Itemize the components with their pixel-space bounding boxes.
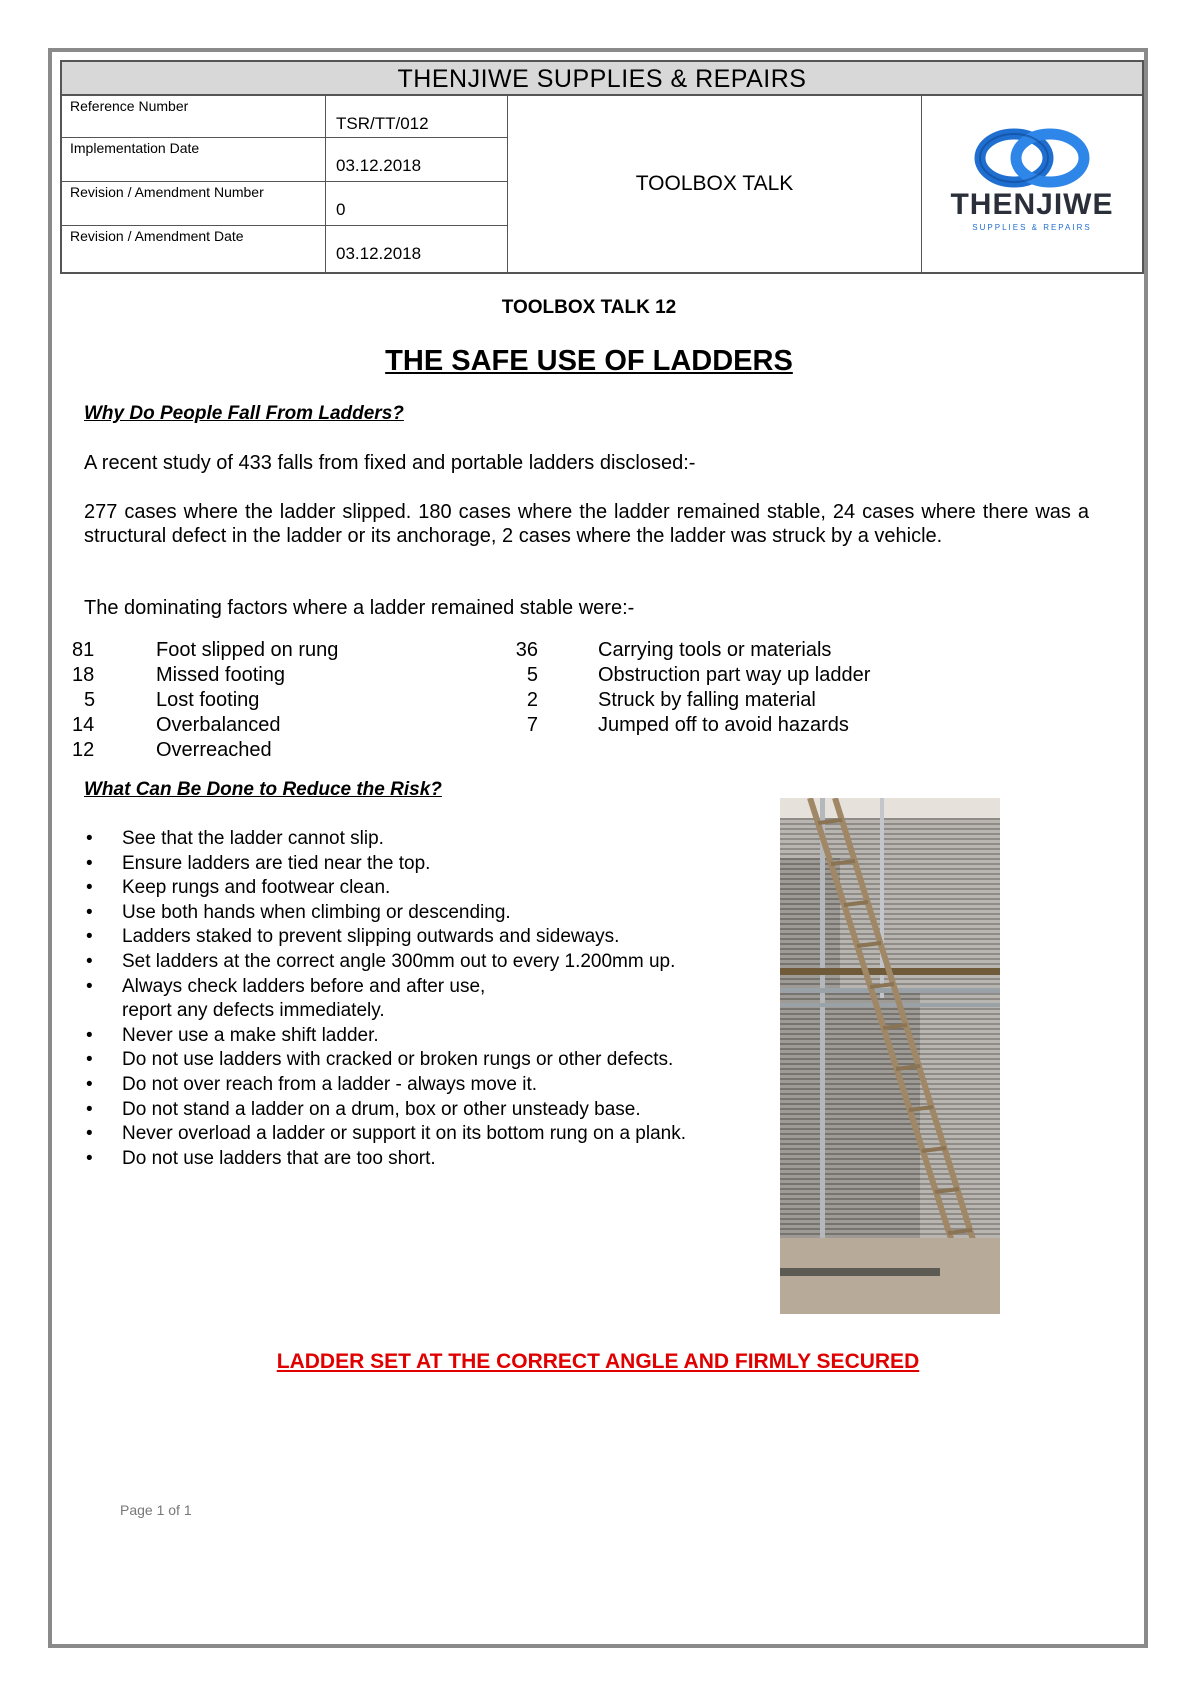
company-logo <box>922 96 1142 272</box>
factor-count: 81 <box>72 639 95 661</box>
bullet-text: Always check ladders before and after use, <box>122 975 486 997</box>
reference-number-value: TSR/TT/012 <box>326 96 508 138</box>
factor-count: 18 <box>72 664 95 686</box>
svg-text:SUPPLIES & REPAIRS: SUPPLIES & REPAIRS <box>972 223 1092 232</box>
implementation-date-value: 03.12.2018 <box>326 138 508 182</box>
talk-title: THE SAFE USE OF LADDERS <box>385 345 793 377</box>
factors-intro: The dominating factors where a ladder remained stable were:- <box>84 597 635 619</box>
factor-row <box>72 738 1084 763</box>
factor-row <box>72 663 1084 688</box>
bullet-text: Do not use ladders that are too short. <box>122 1147 436 1169</box>
revision-date-label: Revision / Amendment Date <box>62 226 326 272</box>
list-item <box>84 827 844 852</box>
ladder-photo <box>780 798 1000 1314</box>
factor-description: Jumped off to avoid hazards <box>598 714 849 736</box>
bullet-icon: • <box>86 1049 93 1071</box>
factor-description: Foot slipped on rung <box>156 639 339 661</box>
bullet-icon: • <box>86 950 93 972</box>
bullet-text: Do not over reach from a ladder - always move it. <box>122 1073 538 1095</box>
list-item <box>84 852 844 877</box>
section-heading-reduce-risk: What Can Be Done to Reduce the Risk? <box>84 779 442 800</box>
bullet-icon: • <box>86 1123 93 1145</box>
svg-text:THENJIWE: THENJIWE <box>950 188 1114 221</box>
factors-list <box>72 638 1084 763</box>
bullet-text: Keep rungs and footwear clean. <box>122 877 391 899</box>
list-item <box>84 901 844 926</box>
factor-description: Struck by falling material <box>598 689 816 711</box>
bullet-text: Do not stand a ladder on a drum, box or other unsteady base. <box>122 1098 641 1120</box>
bullet-icon: • <box>86 1098 93 1120</box>
page-number: Page 1 of 1 <box>120 1502 192 1518</box>
list-item <box>84 925 844 950</box>
bullet-icon: • <box>86 1147 93 1169</box>
bullet-text: Use both hands when climbing or descending. <box>122 901 511 923</box>
study-intro: A recent study of 433 falls from fixed and portable ladders disclosed:- <box>84 452 696 474</box>
list-item <box>84 950 844 975</box>
bullet-text: Ladders staked to prevent slipping outwards and sideways. <box>122 926 620 948</box>
list-item <box>84 1147 844 1172</box>
factor-row <box>72 713 1084 738</box>
bullet-text: Never use a make shift ladder. <box>122 1024 379 1046</box>
logo-icon <box>922 96 1142 272</box>
factor-count: 2 <box>526 689 538 711</box>
bullet-icon: • <box>86 852 93 874</box>
list-item <box>84 1073 844 1098</box>
factor-description: Overbalanced <box>156 714 281 736</box>
list-item <box>84 1024 844 1049</box>
bullet-text: Ensure ladders are tied near the top. <box>122 852 431 874</box>
talk-number: TOOLBOX TALK 12 <box>501 297 677 318</box>
photo-caption: LADDER SET AT THE CORRECT ANGLE AND FIRMLY SECURED <box>276 1350 920 1373</box>
bullet-icon: • <box>86 1073 93 1095</box>
list-item <box>84 876 844 901</box>
implementation-date-label: Implementation Date <box>62 138 326 182</box>
factor-description: Overreached <box>156 739 272 761</box>
document-type: TOOLBOX TALK <box>508 96 922 272</box>
bullet-text: Do not use ladders with cracked or broken rungs or other defects. <box>122 1049 674 1071</box>
bullet-text: Set ladders at the correct angle 300mm out to every 1.200mm up. <box>122 950 676 972</box>
list-item <box>84 1098 844 1123</box>
list-item <box>84 1122 844 1147</box>
company-title: THENJIWE SUPPLIES & REPAIRS <box>62 62 1142 96</box>
factor-count: 5 <box>84 689 96 711</box>
document-page <box>48 48 1148 1648</box>
bullet-text: See that the ladder cannot slip. <box>122 828 384 849</box>
factor-description: Missed footing <box>156 664 285 686</box>
section-heading-why-fall: Why Do People Fall From Ladders? <box>84 403 404 424</box>
bullet-icon: • <box>86 877 93 899</box>
bullet-icon: • <box>86 975 93 997</box>
header-table <box>60 60 1144 274</box>
bullet-text: report any defects immediately. <box>122 1000 385 1022</box>
factor-count: 7 <box>526 714 538 736</box>
bullet-icon: • <box>86 901 93 923</box>
safety-bullet-list <box>84 827 844 1171</box>
revision-number-label: Revision / Amendment Number <box>62 182 326 226</box>
factor-count: 36 <box>515 639 538 661</box>
list-item <box>84 999 844 1024</box>
revision-date-value: 03.12.2018 <box>326 226 508 272</box>
factor-count: 12 <box>72 739 95 761</box>
study-results: 277 cases where the ladder slipped. 180 cases where the ladder remained stable, 24 cases where there was a structural defect in the ladder or its anchorage, 2 cases where the ladder was struck by a vehicle. <box>84 501 1089 547</box>
bullet-icon: • <box>86 828 93 849</box>
factor-count: 14 <box>72 714 95 736</box>
list-item <box>84 1048 844 1073</box>
bullet-text: Never overload a ladder or support it on its bottom rung on a plank. <box>122 1123 686 1145</box>
revision-number-value: 0 <box>326 182 508 226</box>
bullet-icon: • <box>86 1024 93 1046</box>
bullet-icon: • <box>86 926 93 948</box>
factor-description: Lost footing <box>156 689 260 711</box>
factor-row <box>84 688 1084 713</box>
factor-row <box>72 638 1084 663</box>
list-item <box>84 975 844 1000</box>
factor-description: Obstruction part way up ladder <box>598 664 871 686</box>
factor-description: Carrying tools or materials <box>598 639 832 661</box>
reference-number-label: Reference Number <box>62 96 326 138</box>
factor-count: 5 <box>526 664 538 686</box>
